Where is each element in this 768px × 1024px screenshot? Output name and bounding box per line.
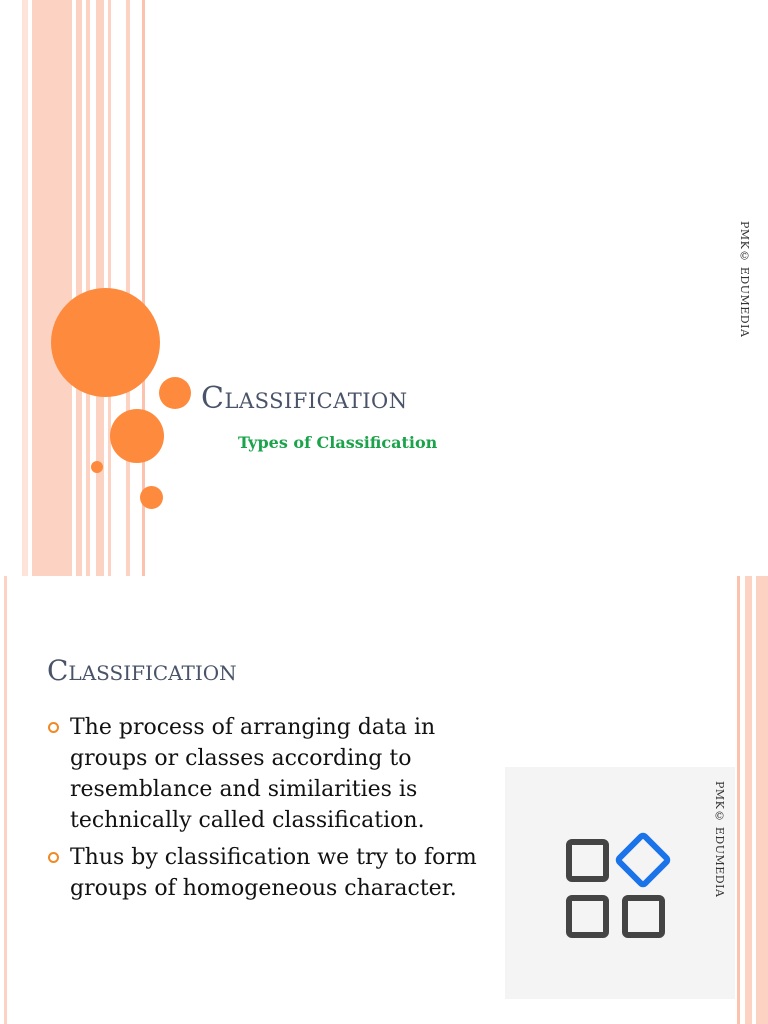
decor-stripe <box>32 0 72 576</box>
slide-title: Classification <box>201 381 408 416</box>
bullet-item <box>48 712 518 836</box>
decor-stripe <box>86 0 90 576</box>
grid-square-icon <box>569 842 606 879</box>
bullet-text: Thus by classification we try to form groups of homogeneous character. <box>70 845 477 901</box>
decor-circle-large <box>51 288 160 397</box>
watermark-text: PMK© EDUMEDIA <box>713 781 726 898</box>
decor-stripe <box>737 576 740 1024</box>
decor-stripe <box>22 0 28 576</box>
decor-stripe <box>756 576 768 1024</box>
image-panel <box>505 767 735 999</box>
bullet-circle-icon <box>48 852 59 863</box>
bullet-list <box>48 712 518 910</box>
bullet-item <box>48 842 518 904</box>
decor-circle <box>110 409 164 463</box>
bullet-circle-icon <box>48 722 59 733</box>
grid-diamond-icon <box>618 835 669 886</box>
watermark-text: PMK© EDUMEDIA <box>738 221 751 338</box>
app-grid-icon <box>505 767 735 999</box>
decor-circle <box>159 377 191 409</box>
decor-stripe <box>4 576 7 1024</box>
slide-subtitle: Types of Classification <box>238 433 438 452</box>
decor-stripe <box>126 0 130 576</box>
bullet-text: The process of arranging data in groups or classes according to resemblance and similarities is technically called classification. <box>70 715 436 833</box>
slide-title: Classification <box>47 654 237 687</box>
decor-stripe <box>76 0 82 576</box>
decor-stripe <box>745 576 752 1024</box>
decor-circle <box>140 486 163 509</box>
grid-square-icon <box>569 898 606 935</box>
decor-circle <box>91 461 103 473</box>
grid-square-icon <box>625 898 662 935</box>
